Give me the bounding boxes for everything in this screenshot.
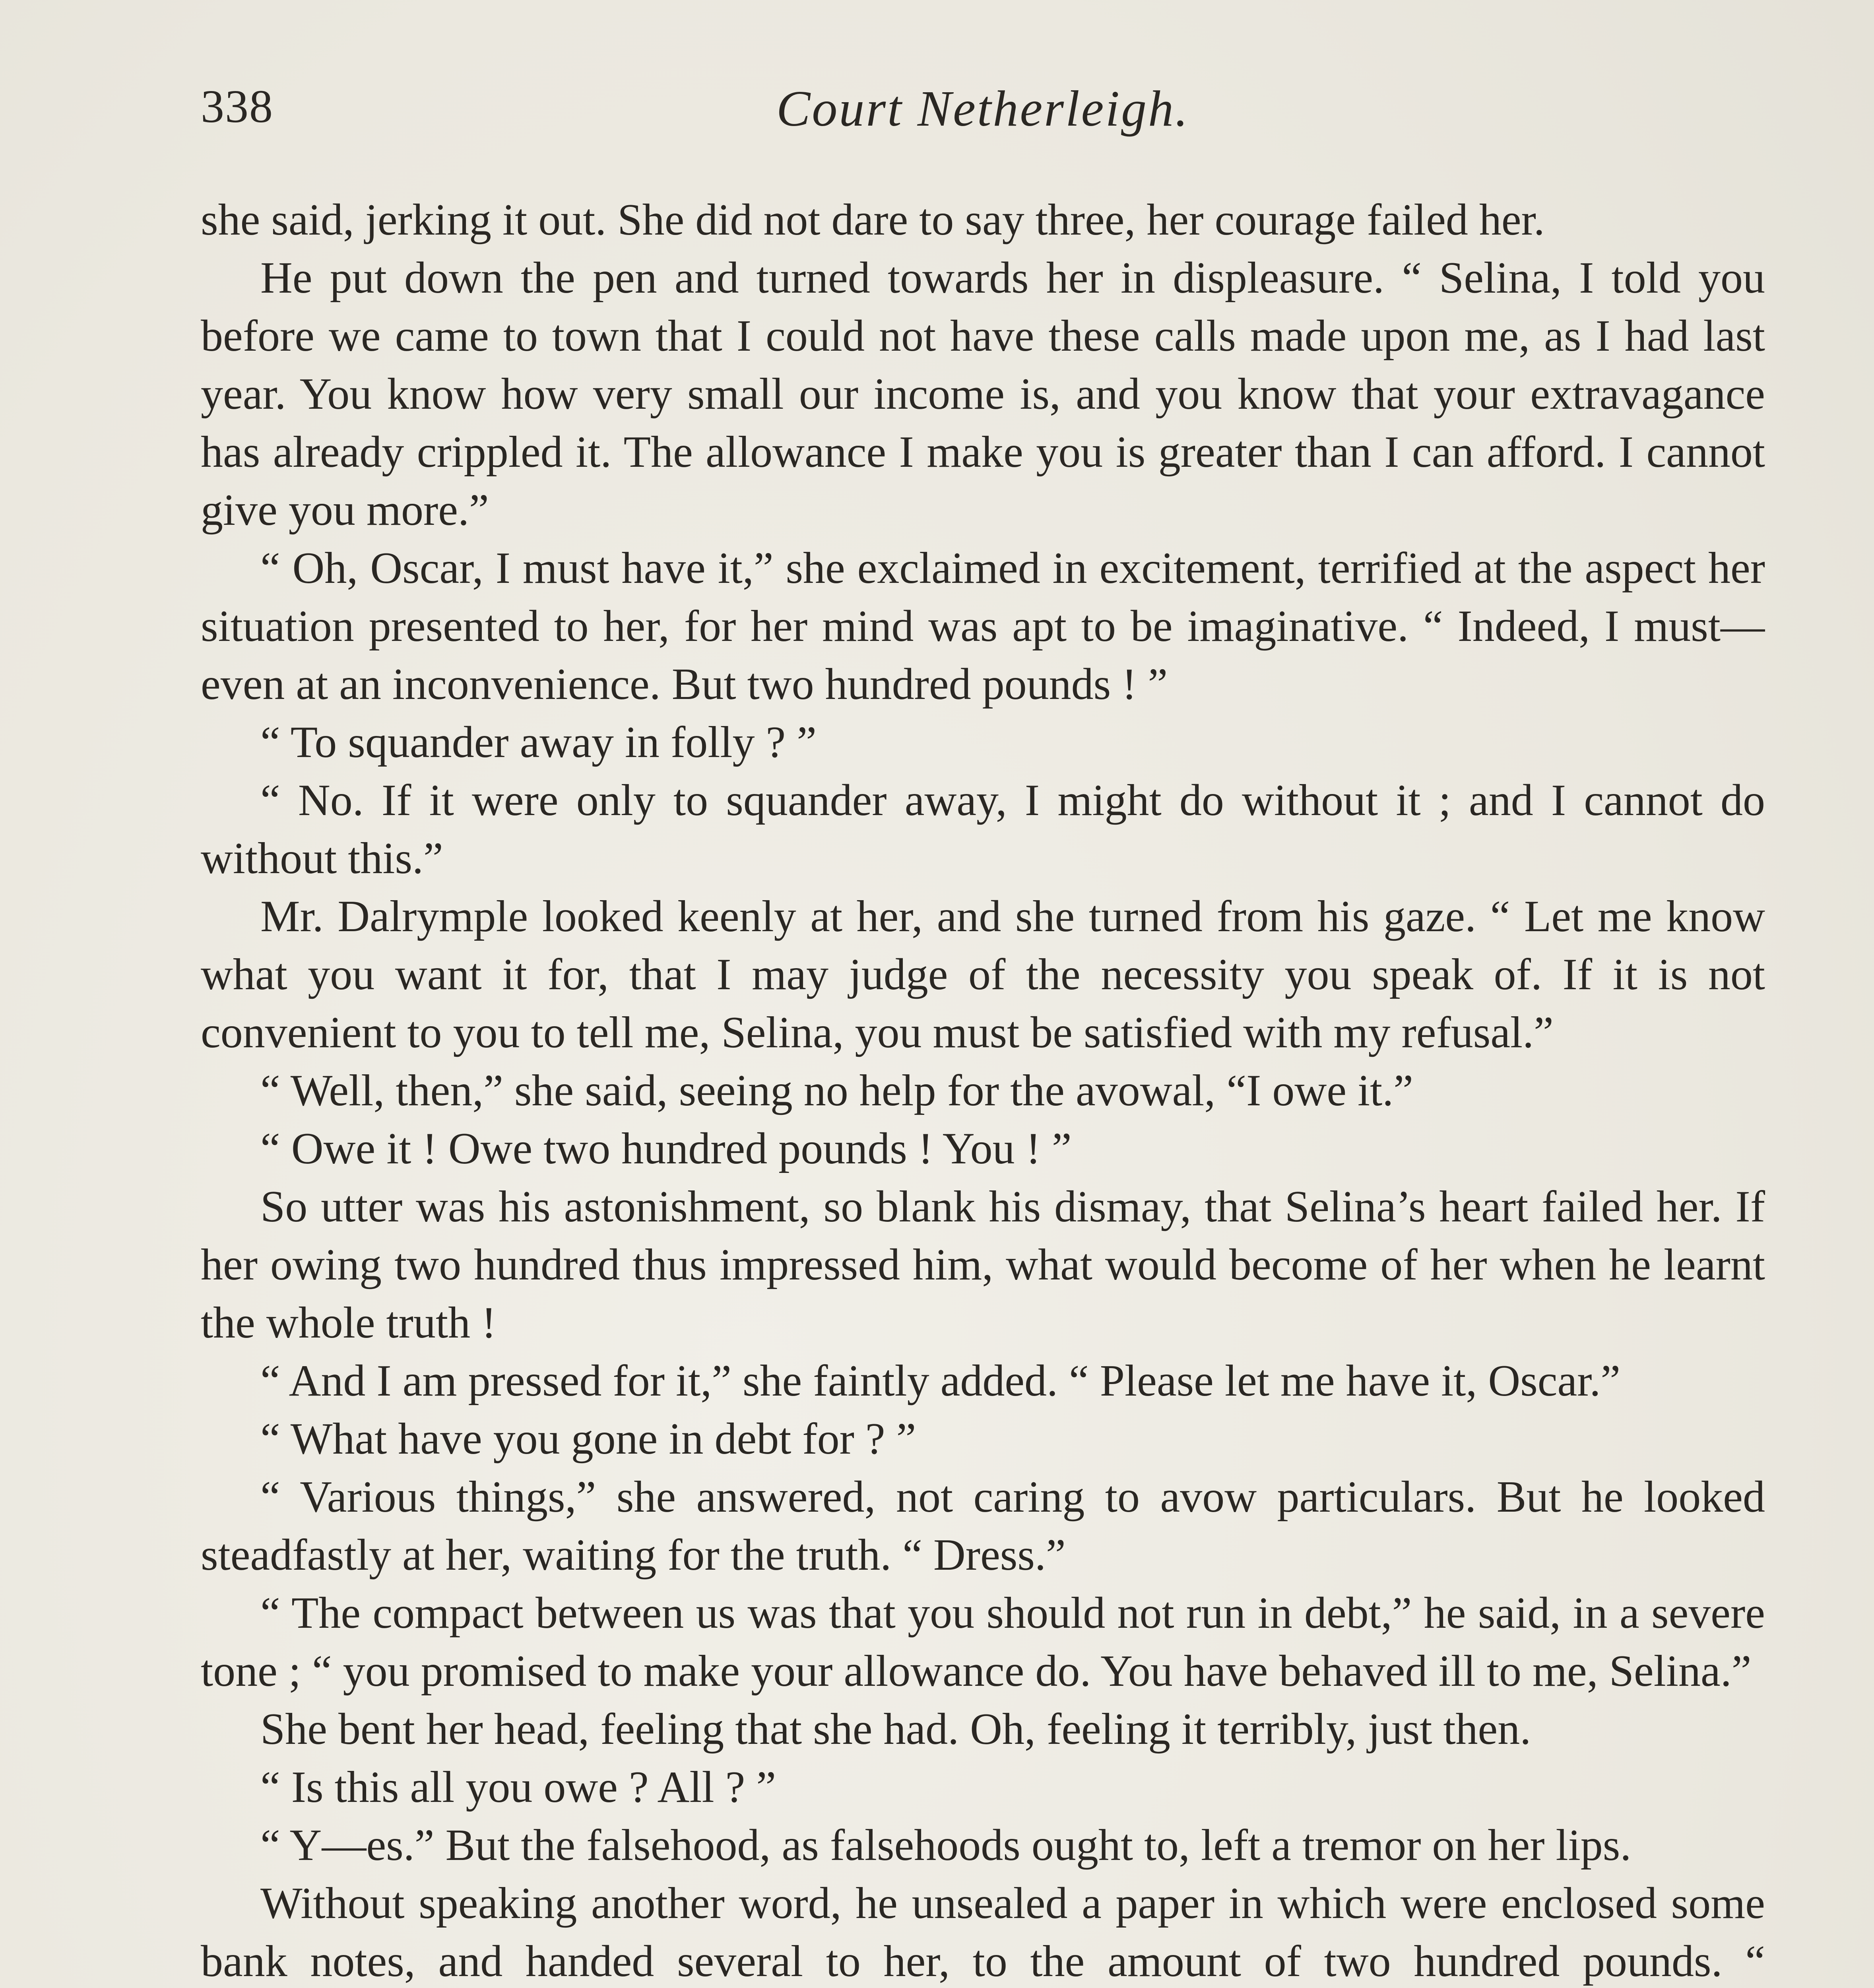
paragraph: Mr. Dalrymple looked keenly at her, and she turned from his gaze. “ Let me know what you want it for, that I may judge of the necessity you speak of. If it is not convenient to you to tell me, Selina, you must be satisfied with my refusal.” bbox=[201, 892, 1765, 1057]
paragraph: “ Owe it ! Owe two hundred pounds ! You ! ” bbox=[260, 1124, 1072, 1173]
paragraph: “ No. If it were only to squander away, I might do without it ; and I cannot do without this.” bbox=[201, 776, 1765, 883]
paragraph: “ Well, then,” she said, seeing no help for the avowal, “I owe it.” bbox=[260, 1066, 1413, 1115]
paragraph: “ And I am pressed for it,” she faintly added. “ Please let me have it, Oscar.” bbox=[260, 1356, 1621, 1406]
paragraph: “ Various things,” she answered, not caring to avow particulars. But he looked steadfastly at her, waiting for the truth. “ Dress.” bbox=[201, 1472, 1765, 1580]
paragraph: “ To squander away in folly ? ” bbox=[260, 718, 817, 767]
paragraph: “ What have you gone in debt for ? ” bbox=[260, 1414, 916, 1464]
page-number: 338 bbox=[201, 80, 274, 132]
paragraph: So utter was his astonishment, so blank his dismay, that Selina’s heart failed her. If her owing two hundred thus impressed him, what would become of her when he learnt the whole truth ! bbox=[201, 1182, 1765, 1347]
paragraph: He put down the pen and turned towards her in displeasure. “ Selina, I told you before we came to town that I could not have these calls made upon me, as I had last year. You know how very small our income is, and you know that your extravagance has already crippled it. The allowance I make you is greater than I can afford. I cannot give you more.” bbox=[201, 253, 1765, 535]
page-header bbox=[201, 68, 1765, 135]
paragraph: “ Y—es.” But the falsehood, as falsehoods ought to, left a tremor on her lips. bbox=[260, 1821, 1632, 1870]
paragraph: she said, jerking it out. She did not dare to say three, her courage failed her. bbox=[201, 195, 1545, 245]
paragraph: “ The compact between us was that you should not run in debt,” he said, in a severe tone ; “ you promised to make your allowance do. You have behaved ill to me, Selina.” bbox=[201, 1588, 1765, 1696]
paragraph: Without speaking another word, he unsealed a paper in which were enclosed some bank notes, and handed several to her, to the amount of two hundred pounds. “ bbox=[201, 1879, 1765, 1986]
running-title: Court Netherleigh. bbox=[776, 80, 1190, 137]
paragraph: “ Is this all you owe ? All ? ” bbox=[260, 1763, 776, 1812]
paragraph: She bent her head, feeling that she had. Oh, feeling it terribly, just then. bbox=[260, 1705, 1531, 1754]
body-text bbox=[201, 191, 1765, 1988]
paragraph: “ Oh, Oscar, I must have it,” she exclaimed in excitement, terrified at the aspect her situation presented to her, for her mind was apt to be imaginative. “ Indeed, I must—even at an inconvenience. But two hundred pounds ! ” bbox=[201, 544, 1765, 709]
